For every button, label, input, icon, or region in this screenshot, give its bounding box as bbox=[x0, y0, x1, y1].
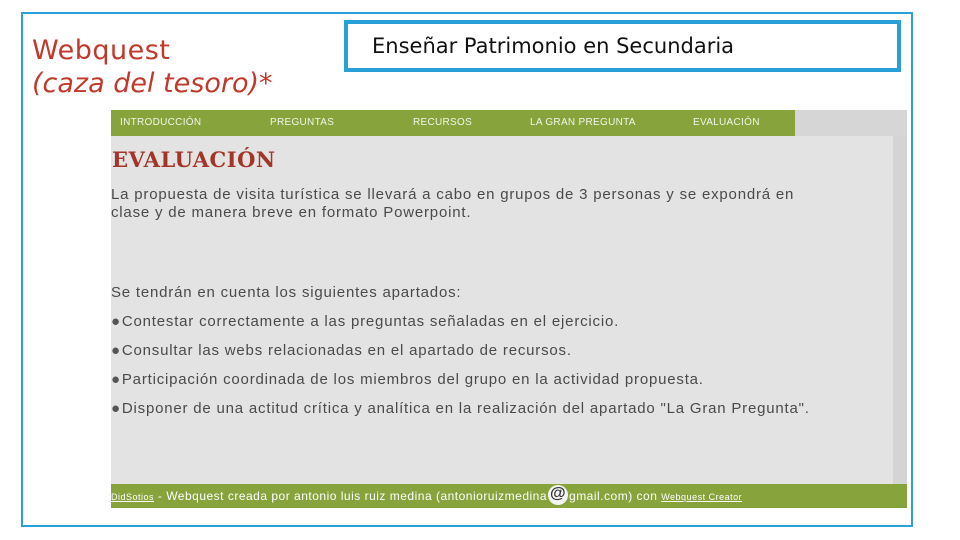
footer-link-webquest-creator[interactable]: Webquest Creator bbox=[661, 492, 743, 503]
nav-item-recursos[interactable]: RECURSOS bbox=[413, 117, 473, 128]
at-icon: @ bbox=[548, 485, 568, 505]
criteria-intro: Se tendrán en cuenta los siguientes apartados: bbox=[111, 284, 462, 301]
nav-item-introduccion[interactable]: INTRODUCCIÓN bbox=[120, 117, 202, 128]
scroll-shade bbox=[893, 136, 907, 486]
nav-item-preguntas[interactable]: PREGUNTAS bbox=[270, 117, 335, 128]
paragraph-line1: La propuesta de visita turística se llevará a cabo en grupos de 3 personas y se expondrá en bbox=[111, 186, 795, 203]
footer-credit-2: gmail.com) con bbox=[569, 489, 662, 504]
slide-title bbox=[32, 34, 332, 100]
section-heading: EVALUACIÓN bbox=[112, 147, 276, 172]
list-item-text: Disponer de una actitud crítica y analítica en la realización del apartado "La Gran Pregunta". bbox=[121, 400, 810, 417]
bullet-icon: ● bbox=[111, 342, 121, 359]
footer-credit: - Webquest creada por antonio luis ruiz medina (antonioruizmedina bbox=[154, 489, 548, 504]
list-item-text: Participación coordinada de los miembros del grupo en la actividad propuesta. bbox=[121, 371, 704, 388]
list-item bbox=[111, 342, 572, 359]
webquest-screenshot bbox=[111, 110, 907, 508]
footer-text-wrap bbox=[111, 485, 743, 505]
nav-item-gran-pregunta[interactable]: LA GRAN PREGUNTA bbox=[530, 117, 636, 128]
nav-item-evaluacion[interactable]: EVALUACIÓN bbox=[693, 117, 760, 128]
bullet-icon: ● bbox=[111, 313, 121, 330]
webquest-footer bbox=[111, 484, 907, 508]
list-item bbox=[111, 371, 704, 388]
list-item-text: Contestar correctamente a las preguntas señaladas en el ejercicio. bbox=[121, 313, 620, 330]
webquest-navbar bbox=[111, 110, 795, 136]
list-item bbox=[111, 313, 619, 330]
bullet-icon: ● bbox=[111, 371, 121, 388]
footer-link-left[interactable]: DidSotios bbox=[111, 492, 155, 503]
list-item bbox=[111, 400, 810, 417]
nav-strip-filler bbox=[795, 110, 907, 136]
slide-subtitle: Enseñar Patrimonio en Secundaria bbox=[344, 20, 901, 72]
bullet-icon: ● bbox=[111, 400, 121, 417]
paragraph-line2: clase y de manera breve en formato Powerpoint. bbox=[111, 204, 472, 221]
slide-title-line2: (caza del tesoro)* bbox=[32, 68, 273, 99]
slide-title-line1: Webquest bbox=[32, 35, 171, 66]
list-item-text: Consultar las webs relacionadas en el apartado de recursos. bbox=[121, 342, 572, 359]
